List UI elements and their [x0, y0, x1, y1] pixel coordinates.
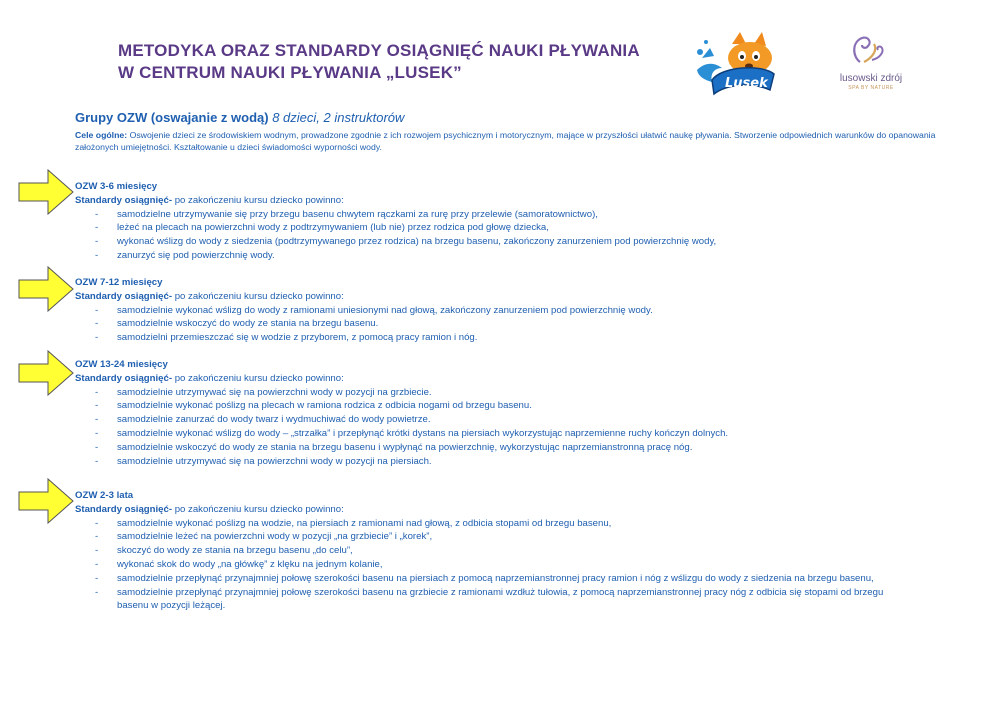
standards-list — [75, 386, 955, 469]
section-title: OZW 7-12 miesięcy — [75, 277, 163, 288]
standards-line — [75, 194, 955, 208]
arrow-icon — [18, 478, 74, 524]
standards-list — [75, 304, 955, 345]
list-item: - samodzielnie wykonać poślizg na wodzie, na piersiach z ramionami nad głową, z odbicia stopami od brzegu basenu, — [75, 517, 915, 531]
general-goals — [75, 129, 965, 153]
list-item: - samodzielnie wykonać wślizg do wody – „strzałka” i przepłynąć krótki dystans na piersiach wykorzystując naprzemienne ruchy kończyn dolnych. — [75, 427, 955, 441]
list-item: - samodzielni przemieszczać się w wodzie z przyborem, z pomocą pracy ramion i nóg. — [75, 331, 955, 345]
standards-label: Standardy osiągnięć- — [75, 194, 173, 206]
lusowski-zdroj-name: lusowski zdrój — [839, 73, 903, 84]
list-item: - leżeć na plecach na powierzchni wody z podtrzymywaniem (lub nie) przez rodzica pod głowę dziecka, — [75, 221, 955, 235]
section-title: OZW 13-24 miesięcy — [75, 359, 168, 370]
standards-line — [75, 503, 955, 517]
title-line-2: W CENTRUM NAUKI PŁYWANIA „LUSEK” — [118, 63, 462, 82]
group-title: Grupy OZW (oswajanie z wodą) — [75, 110, 269, 125]
lusek-logo — [692, 30, 787, 100]
lusowski-zdroj-tagline: SPA BY NATURE — [848, 85, 894, 91]
list-item: - samodzielnie wykonać poślizg na plecach w ramiona rodzica z odbicia nogami od brzegu basenu. — [75, 399, 955, 413]
standards-list — [75, 517, 915, 614]
standards-label: Standardy osiągnięć- — [75, 290, 173, 302]
lusowski-zdroj-logo — [838, 32, 904, 92]
arrow-icon — [18, 266, 74, 312]
list-item: - samodzielne utrzymywanie się przy brzegu basenu chwytem rączkami za rurę przy przelewie (samoratownictwo), — [75, 208, 955, 222]
standards-rest: po zakończeniu kursu dziecko powinno: — [172, 290, 344, 302]
list-item: - samodzielnie przepłynąć przynajmniej połowę szerokości basenu na piersiach z pomocą naprzemianstronnej pracy ramion i nóg z wślizgu do wody z siedzenia na brzegu basenu, — [75, 572, 915, 586]
standards-line — [75, 372, 955, 386]
standards-rest: po zakończeniu kursu dziecko powinno: — [172, 194, 344, 206]
standards-label: Standardy osiągnięć- — [75, 372, 173, 384]
standards-label: Standardy osiągnięć- — [75, 503, 173, 515]
standards-line — [75, 290, 955, 304]
list-item: - skoczyć do wody ze stania na brzegu basenu „do celu”, — [75, 544, 915, 558]
group-subtitle: 8 dzieci, 2 instruktorów — [272, 110, 405, 125]
title-line-1: METODYKA ORAZ STANDARDY OSIĄGNIĘĆ NAUKI PŁYWANIA — [118, 41, 640, 60]
lusowski-zdroj-emblem — [838, 32, 904, 68]
list-item: - samodzielnie przepłynąć przynajmniej połowę szerokości basenu na grzbiecie z ramionami wzdłuż tułowia, z pomocą naprzemianstronnej pracy nóg z odbicia się stopami od brzegu basenu w pozycji leżącej. — [75, 586, 915, 614]
list-item: - samodzielnie utrzymywać się na powierzchni wody w pozycji na grzbiecie. — [75, 386, 955, 400]
section-title: OZW 2-3 lata — [75, 490, 134, 501]
list-item: - samodzielnie wskoczyć do wody ze stania na brzegu basenu. — [75, 317, 955, 331]
list-item: - samodzielnie wykonać wślizg do wody z ramionami uniesionymi nad głową, zakończony zanurzeniem pod powierzchnię wody. — [75, 304, 955, 318]
group-heading — [75, 110, 404, 125]
standards-list — [75, 208, 955, 263]
goals-text: Oswojenie dzieci ze środowiskiem wodnym, prowadzone zgodnie z ich rozwojem psychicznym i motorycznym, mające w przyszłości ułatwić naukę pływania. Stworzenie odpowiednich warunków do opanowania założonych umiejętności. Kształtowanie u dzieci świadomości wyporności wody. — [75, 130, 936, 152]
arrow-icon — [18, 350, 74, 396]
list-item: - samodzielnie wskoczyć do wody ze stania na brzegu basenu i wypłynąć na powierzchnię, wykorzystując naprzemianstronną pracę nóg. — [75, 441, 955, 455]
document-title — [118, 40, 678, 84]
standards-rest: po zakończeniu kursu dziecko powinno: — [172, 372, 344, 384]
standards-rest: po zakończeniu kursu dziecko powinno: — [172, 503, 344, 515]
list-item: - wykonać skok do wody „na główkę” z klęku na jednym kolanie, — [75, 558, 915, 572]
list-item: - samodzielnie utrzymywać się na powierzchni wody w pozycji na piersiach. — [75, 455, 955, 469]
goals-label: Cele ogólne: — [75, 130, 128, 140]
section-ozw-2-3 — [75, 489, 955, 613]
section-ozw-7-12 — [75, 276, 955, 345]
list-item: - samodzielnie leżeć na powierzchni wody w pozycji „na grzbiecie” i „korek”, — [75, 530, 915, 544]
list-item: - samodzielnie zanurzać do wody twarz i wydmuchiwać do wody powietrze. — [75, 413, 955, 427]
svg-text:Lusek: Lusek — [725, 76, 768, 91]
section-ozw-3-6 — [75, 180, 955, 263]
list-item: - zanurzyć się pod powierzchnię wody. — [75, 249, 955, 263]
section-ozw-13-24 — [75, 358, 955, 468]
arrow-icon — [18, 169, 74, 215]
list-item: - wykonać wślizg do wody z siedzenia (podtrzymywanego przez rodzica) na brzegu basenu, zakończony zanurzeniem pod powierzchnię wody, — [75, 235, 955, 249]
section-title: OZW 3-6 miesięcy — [75, 181, 158, 192]
